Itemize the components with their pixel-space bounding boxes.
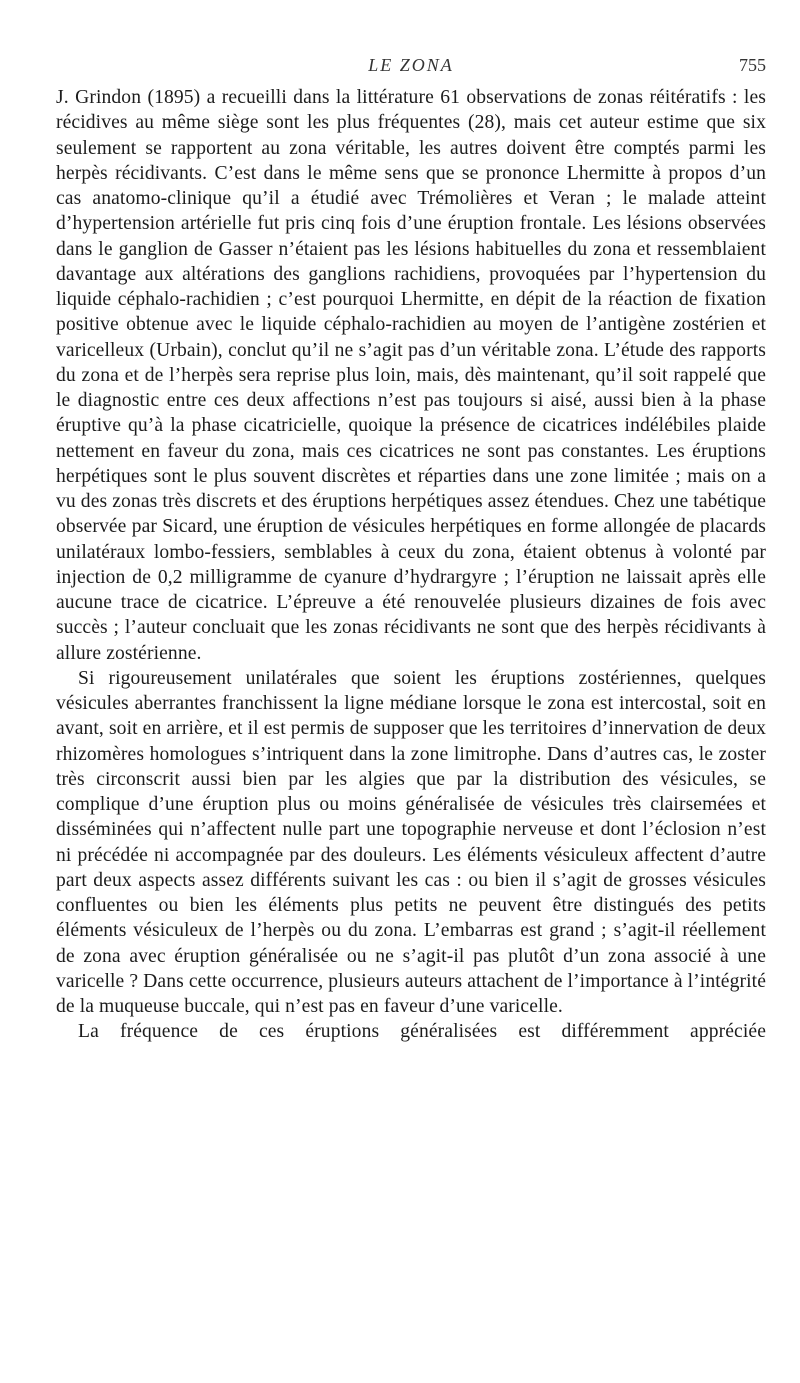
running-title: LE ZONA — [368, 55, 454, 75]
paragraph-grindon-recurrences: J. Grindon (1895) a recueilli dans la littérature 61 observations de zonas réitératifs : les récidives au même siège sont les plus fréquentes (28), mais cet auteur estime que six seulement se rapportent au zona véritable, les autres doivent être comptés parmi les herpès récidivants. C’est dans le même sens que se prononce Lhermitte à propos d’un cas anatomo-clinique qu’il a étudié avec Trémolières et Veran ; le malade atteint d’hypertension artérielle fut pris cinq fois d’une éruption frontale. Les lésions observées dans le ganglion de Gasser n’étaient pas les lésions habituelles du zona et ressemblaient davantage aux altérations des ganglions rachidiens, provoquées par l’hypertension du liquide céphalo-rachidien ; c’est pourquoi Lhermitte, en dépit de la réaction de fixation positive obtenue avec le liquide céphalo-rachidien au moyen de l’antigène zostérien et varicelleux (Urbain), conclut qu’il ne s’agit pas d’un véritable zona. L’étude des rapports du zona et de l’herpès sera reprise plus loin, mais, dès maintenant, qu’il soit rappelé que le diagnostic entre ces deux affections n’est pas toujours si aisé, aussi bien à la phase éruptive qu’à la phase cicatricielle, quoique la présence de cicatrices indélébiles plaide nettement en faveur du zona, mais ces cicatrices ne sont pas constantes. Les éruptions herpétiques sont le plus souvent discrètes et réparties dans une zone limitée ; mais on a vu des zonas très discrets et des éruptions herpétiques assez étendues. Chez une tabétique observée par Sicard, une éruption de vésicules herpétiques en forme allongée de placards unilatéraux lombo-fessiers, semblables à ceux du zona, étaient obtenus à volonté par injection de 0,2 milligramme de cyanure d’hydrargyre ; l’éruption ne laissait après elle aucune trace de cicatrice. L’épreuve a été renouvelée plusieurs dizaines de fois avec succès ; l’auteur concluait que les zonas récidivants ne sont que des herpès récidivants à allure zostérienne. — [56, 87, 766, 664]
paragraph-unilateral-eruptions: Si rigoureusement unilatérales que soient les éruptions zostériennes, quelques vésicules aberrantes franchissent la ligne médiane lorsque le zona est intercostal, soit en avant, soit en arrière, et il est permis de supposer que les territoires d’innervation de deux rhizomères homologues s’intriquent dans la zone limitrophe. Dans d’autres cas, le zoster très circonscrit aussi bien par les algies que par la distribution des vésicules, se complique d’une éruption plus ou moins généralisée de vésicules très clairsemées et disséminées qui n’affectent nulle part une topographie nerveuse et dont l’éclosion n’est ni précédée ni accompagnée par des douleurs. Les éléments vésiculeux affectent d’autre part deux aspects assez différents suivant les cas : ou bien il s’agit de grosses vésicules confluentes ou bien les éléments plus petits ne peuvent être distingués des petits éléments vésiculeux de l’herpès ou du zona. L’embarras est grand ; s’agit-il réellement de zona avec éruption généralisée ou ne s’agit-il pas plutôt d’un zona associé à une varicelle ? Dans cette occurrence, plusieurs auteurs attachent de l’importance à l’intégrité de la muqueuse buccale, qui n’est pas en faveur d’une varicelle. — [56, 667, 766, 1017]
running-head — [56, 55, 766, 79]
page-number: 755 — [739, 55, 766, 75]
body-text — [56, 85, 766, 1045]
paragraph-generalized-eruptions: La fréquence de ces éruptions généralisées est différemment appréciée — [78, 1021, 766, 1043]
